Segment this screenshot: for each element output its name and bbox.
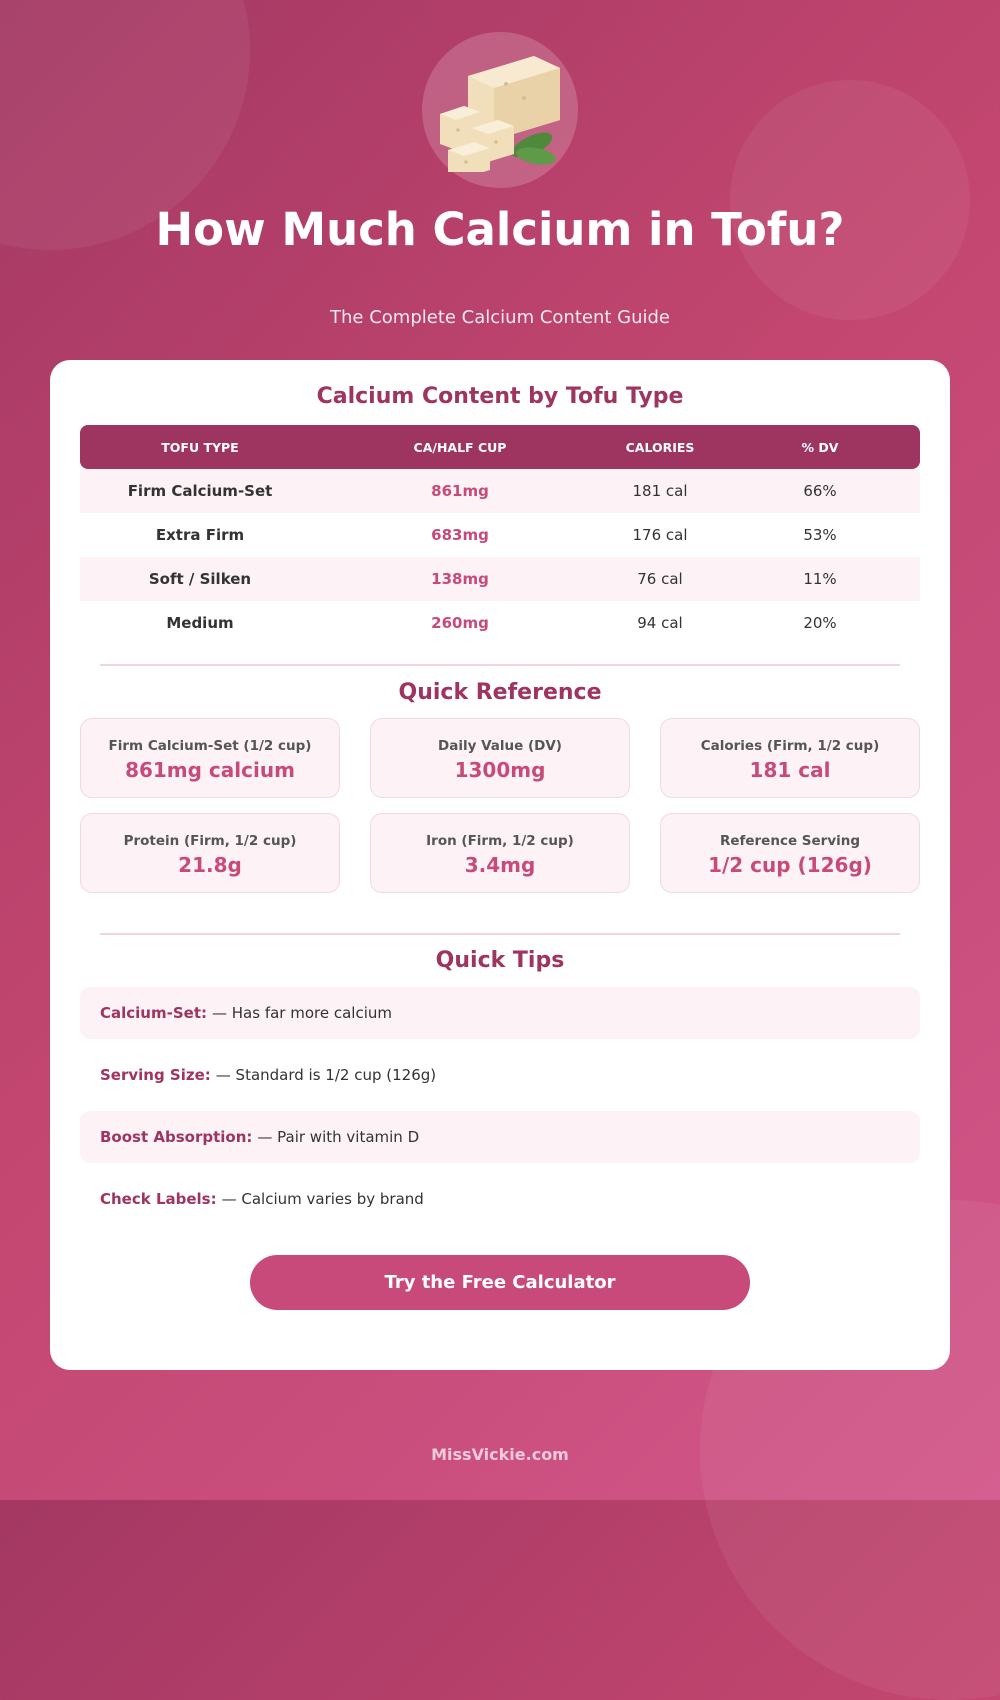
cell-tofu-type: Extra Firm bbox=[155, 526, 245, 544]
divider bbox=[100, 664, 900, 666]
quick-tips-title: Quick Tips bbox=[435, 948, 565, 973]
tip-text: — Calcium varies by brand bbox=[221, 1190, 424, 1208]
reference-label: Reference Serving bbox=[719, 833, 861, 849]
cell-tofu-type: Soft / Silken bbox=[148, 570, 252, 588]
cell-calcium: 260mg bbox=[431, 614, 489, 632]
cell-calories: 176 cal bbox=[632, 526, 688, 544]
reference-value: 21.8g bbox=[178, 853, 242, 877]
reference-label: Firm Calcium-Set (1/2 cup) bbox=[108, 738, 312, 754]
column-header-dv: % DV bbox=[801, 439, 839, 455]
cell-dv: 66% bbox=[803, 482, 837, 500]
column-header-calcium: CA/HALF CUP bbox=[413, 439, 507, 455]
cell-tofu-type: Firm Calcium-Set bbox=[127, 482, 273, 500]
tip-text: — Pair with vitamin D bbox=[257, 1128, 420, 1146]
cell-dv: 20% bbox=[803, 614, 837, 632]
cell-calcium: 138mg bbox=[431, 570, 489, 588]
calcium-table bbox=[80, 425, 920, 645]
column-header-tofu-type: TOFU TYPE bbox=[161, 439, 239, 455]
tip-key: Serving Size: bbox=[100, 1066, 211, 1084]
tip-text: — Standard is 1/2 cup (126g) bbox=[215, 1066, 437, 1084]
cell-dv: 11% bbox=[803, 570, 837, 588]
page-subtitle: The Complete Calcium Content Guide bbox=[330, 307, 670, 328]
table-row bbox=[80, 557, 920, 601]
tip-key: Boost Absorption: bbox=[100, 1128, 253, 1146]
reference-card bbox=[370, 813, 630, 893]
cell-calories: 181 cal bbox=[632, 482, 688, 500]
reference-card bbox=[660, 813, 920, 893]
cell-dv: 53% bbox=[803, 526, 837, 544]
reference-label: Daily Value (DV) bbox=[438, 738, 562, 754]
reference-value: 861mg calcium bbox=[125, 758, 295, 782]
column-header-calories: CALORIES bbox=[625, 439, 695, 455]
table-header bbox=[80, 425, 920, 469]
cell-calories: 76 cal bbox=[637, 570, 683, 588]
reference-label: Iron (Firm, 1/2 cup) bbox=[426, 833, 574, 849]
cell-calories: 94 cal bbox=[637, 614, 683, 632]
footer-brand: MissVickie.com bbox=[431, 1445, 569, 1464]
tip-item bbox=[80, 1173, 920, 1225]
table-row bbox=[80, 469, 920, 513]
tip-item bbox=[80, 1049, 920, 1101]
tip-item bbox=[80, 1111, 920, 1163]
cell-calcium: 683mg bbox=[431, 526, 489, 544]
cell-tofu-type: Medium bbox=[166, 614, 234, 632]
table-row bbox=[80, 513, 920, 557]
page-title: How Much Calcium in Tofu? bbox=[155, 203, 845, 256]
tip-key: Calcium-Set: bbox=[100, 1004, 207, 1022]
reference-card bbox=[80, 718, 340, 798]
decorative-circle bbox=[730, 80, 970, 320]
reference-card bbox=[370, 718, 630, 798]
tofu-icon bbox=[422, 32, 578, 188]
reference-value: 1/2 cup (126g) bbox=[708, 853, 872, 877]
reference-label: Protein (Firm, 1/2 cup) bbox=[123, 833, 297, 849]
reference-value: 181 cal bbox=[749, 758, 831, 782]
reference-card bbox=[660, 718, 920, 798]
table-title: Calcium Content by Tofu Type bbox=[316, 384, 684, 409]
content-card bbox=[50, 360, 950, 1370]
tip-item bbox=[80, 987, 920, 1039]
reference-label: Calories (Firm, 1/2 cup) bbox=[700, 738, 880, 754]
reference-value: 1300mg bbox=[454, 758, 546, 782]
cell-calcium: 861mg bbox=[431, 482, 489, 500]
reference-card bbox=[80, 813, 340, 893]
try-calculator-button[interactable]: Try the Free Calculator bbox=[250, 1255, 750, 1310]
reference-value: 3.4mg bbox=[464, 853, 536, 877]
quick-reference-title: Quick Reference bbox=[398, 680, 602, 705]
tip-text: — Has far more calcium bbox=[212, 1004, 392, 1022]
table-row bbox=[80, 601, 920, 645]
tip-key: Check Labels: bbox=[100, 1190, 217, 1208]
divider bbox=[100, 933, 900, 935]
tips-list bbox=[80, 987, 920, 1235]
